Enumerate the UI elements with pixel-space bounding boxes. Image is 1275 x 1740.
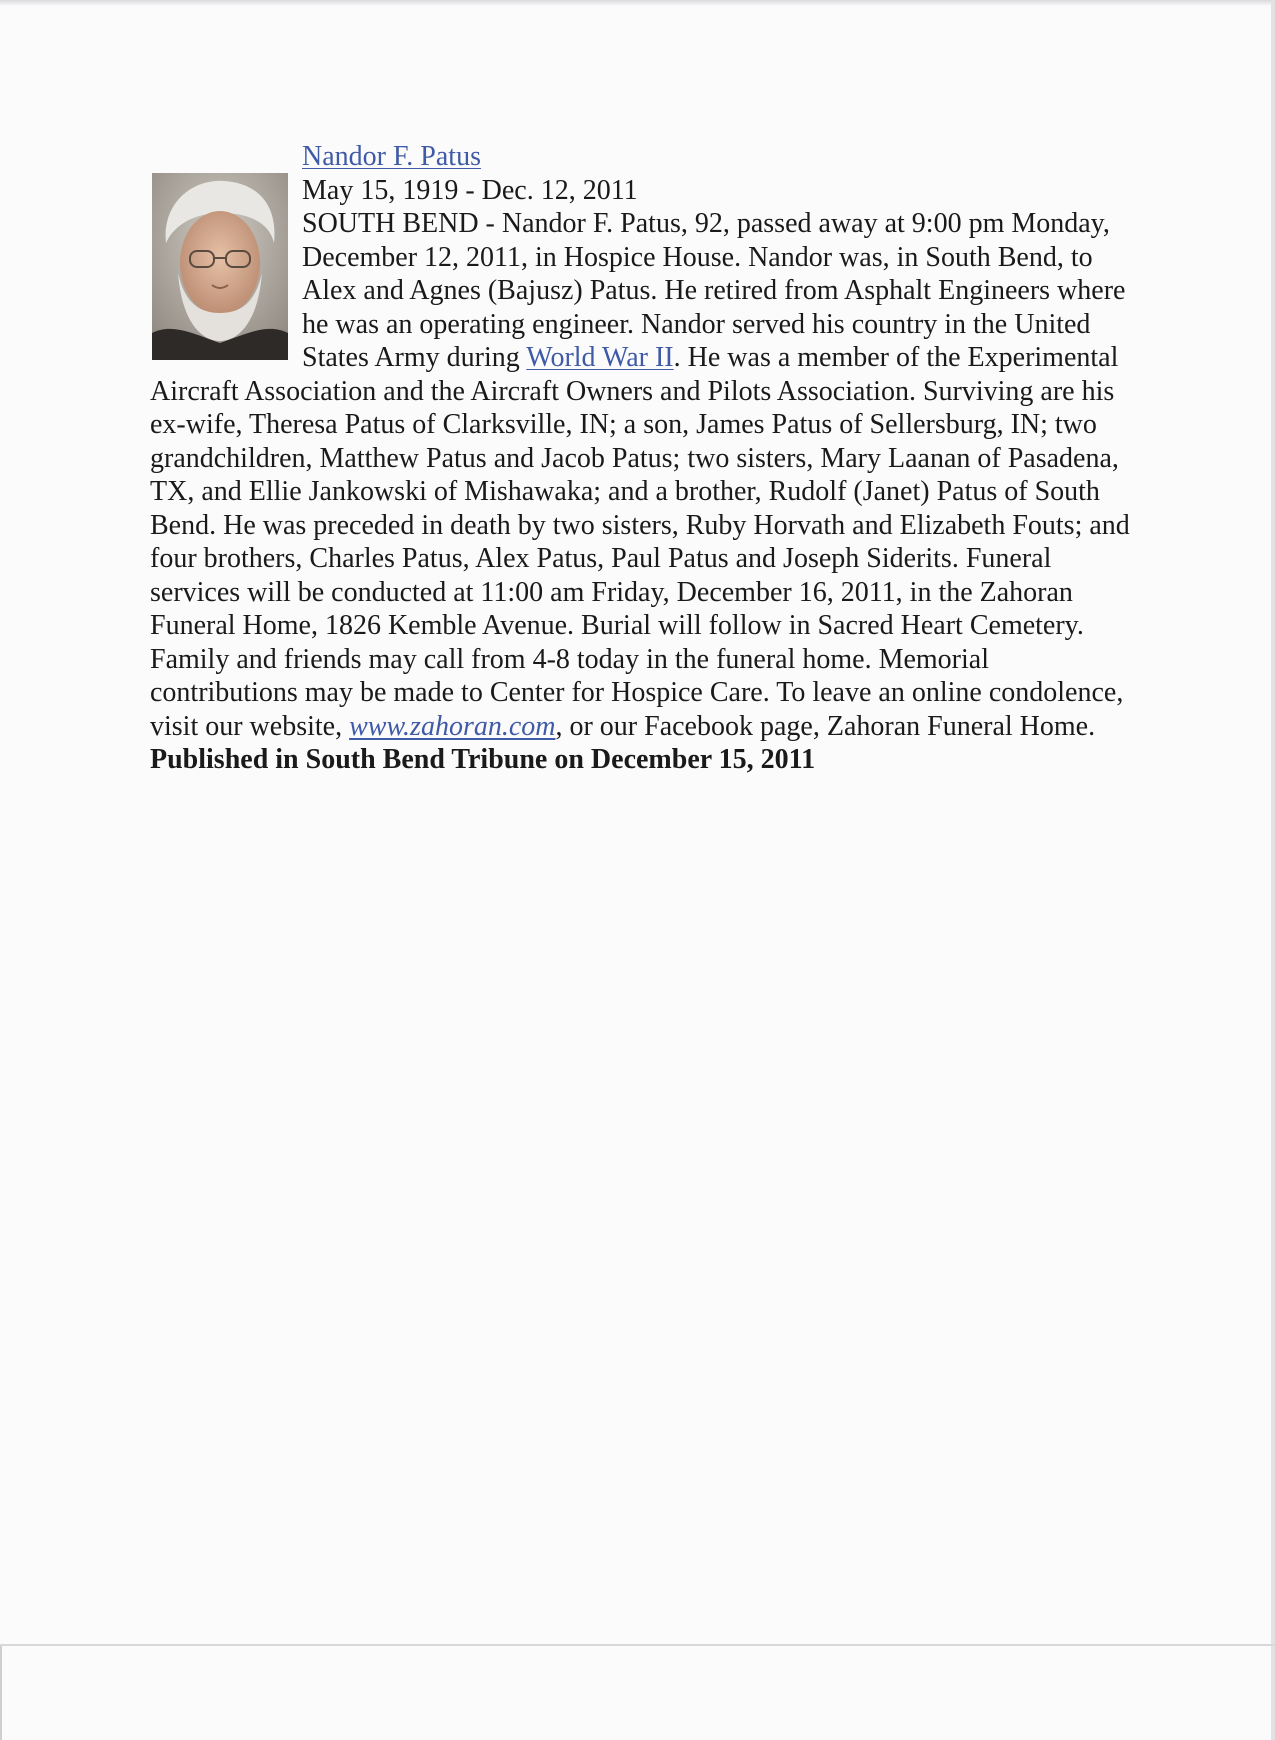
website-link[interactable]: www.zahoran.com: [349, 710, 556, 742]
obituary-dates: May 15, 1919 - Dec. 12, 2011: [302, 174, 638, 206]
scan-edge-top: [0, 0, 1275, 6]
obituary-name-link[interactable]: Nandor F. Patus: [302, 141, 481, 172]
obituary-body-part2: . He was a member of the Experimental Aircraft Association and the Aircraft Owners and Pilots Association. Surviving are his ex-wife, Theresa Patus of Clarksville, IN; a son, James Patus of Sellersburg, IN; two grandchildren, Matthew Patus and Jacob Patus; two sisters, Mary Laanan of Pasadena, TX, and Ellie Jankowski of Mishawaka; and a brother, Rudolf (Janet) Patus of South Bend. He was preceded in death by two sisters, Ruby Horvath and Elizabeth Fouts; and four brothers, Charles Patus, Alex Patus, Paul Patus and Joseph Siderits. Funeral services will be conducted at 11:00 am Friday, December 16, 2011, in the Zahoran Funeral Home, 1826 Kemble Avenue. Burial will follow in Sacred Heart Cemetery. Family and friends may call from 4-8 today in the funeral home. Memorial contributions may be made to Center for Hospice Care. To leave an online condolence, visit our website,: [150, 342, 1130, 742]
world-war-ii-link[interactable]: World War II: [526, 342, 674, 373]
obituary: [150, 140, 1130, 777]
scan-edge-right: [1271, 0, 1275, 1740]
published-credit: Published in South Bend Tribune on December 15, 2011: [150, 744, 816, 775]
scan-artifact-tick: [0, 1646, 2, 1740]
obituary-body-part1: SOUTH BEND - Nandor F. Patus, 92, passed away at 9:00 pm Monday, December 12, 2011, in Hospice House. Nandor was, in South Bend, to Alex and Agnes (Bajusz) Patus. He retired from Asphalt Engineers where he was an operating engineer. Nandor served his country in the United States Army during: [302, 208, 1126, 373]
portrait-image: [152, 173, 288, 360]
portrait-photo: [152, 173, 288, 360]
scan-artifact-line: [0, 1644, 1275, 1646]
obituary-body-part3: , or our Facebook page, Zahoran Funeral Home.: [555, 710, 1096, 742]
